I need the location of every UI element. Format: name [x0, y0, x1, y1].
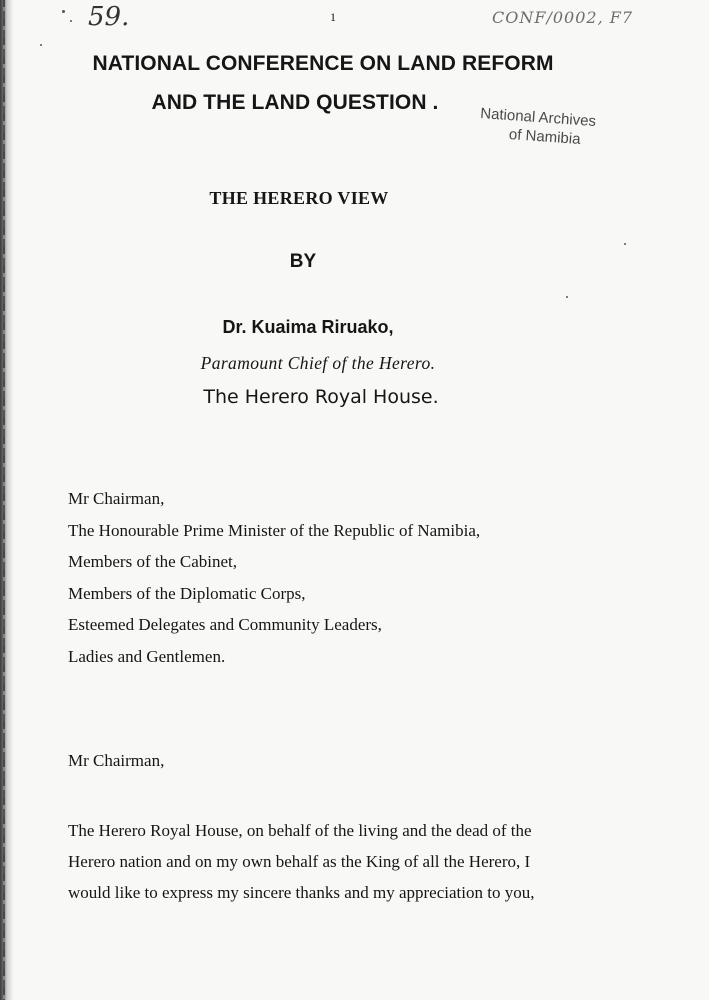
- archive-stamp-line-1: National Archives: [479, 104, 597, 131]
- handwritten-number: 59.: [88, 2, 130, 32]
- address-line: Mr Chairman,: [68, 751, 165, 770]
- conference-title-line-1: NATIONAL CONFERENCE ON LAND REFORM: [92, 52, 554, 75]
- paragraph-line: Herero nation and on my own behalf as the King of all the Herero, I: [68, 852, 531, 871]
- paragraph-line: would like to express my sincere thanks and my appreciation to you,: [68, 883, 535, 902]
- author-organization: The Herero Royal House.: [203, 386, 439, 408]
- author-title: Paramount Chief of the Herero.: [200, 353, 436, 373]
- conference-title-line-2: AND THE LAND QUESTION .: [151, 91, 439, 114]
- body-paragraph: [68, 815, 534, 908]
- scan-speck: [40, 44, 42, 46]
- salutation-line: Mr Chairman,: [68, 489, 165, 508]
- salutation-line: Members of the Diplomatic Corps,: [68, 583, 306, 603]
- scan-speck: [62, 10, 65, 13]
- handwritten-reference: CONF/0002, F7: [492, 8, 634, 27]
- scan-speck: [624, 243, 626, 245]
- page-number: 1: [330, 10, 336, 24]
- document-heading: THE HERERO VIEW: [209, 188, 389, 208]
- archive-stamp: [478, 104, 596, 150]
- salutation-line: Members of the Cabinet,: [68, 552, 238, 571]
- by-line: BY: [289, 251, 317, 272]
- salutation-line: Ladies and Gentlemen.: [68, 646, 226, 666]
- salutation-list: [68, 483, 480, 672]
- scan-speck: [566, 296, 568, 298]
- author-name: Dr. Kuaima Riruako,: [222, 317, 394, 337]
- salutation-line: Esteemed Delegates and Community Leaders,: [68, 615, 382, 634]
- paragraph-line: The Herero Royal House, on behalf of the living and the dead of the: [68, 821, 532, 840]
- scan-speck: [70, 20, 72, 22]
- archive-stamp-line-2: of Namibia: [508, 126, 582, 149]
- scan-binding-edge: [0, 0, 14, 1000]
- salutation-line: The Honourable Prime Minister of the Republic of Namibia,: [68, 520, 481, 540]
